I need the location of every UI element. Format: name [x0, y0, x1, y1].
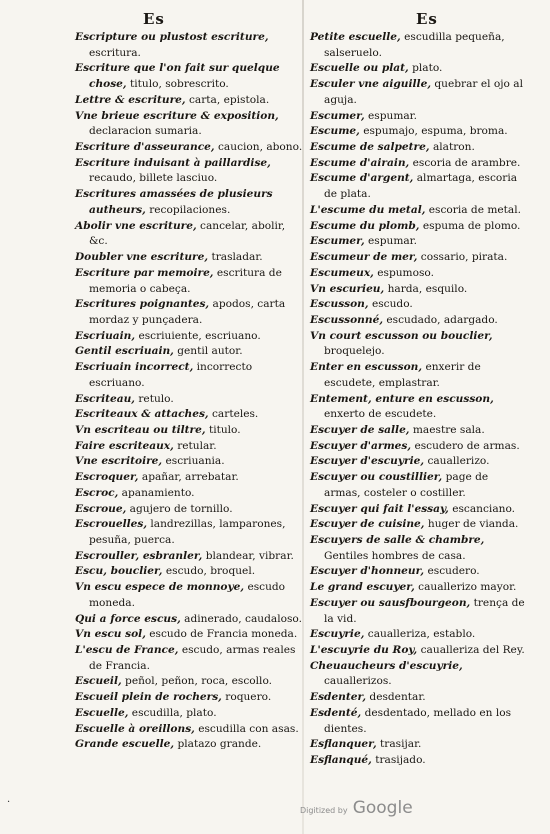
entry-translation: trasijar.	[380, 738, 422, 751]
dictionary-entry	[310, 313, 528, 329]
entry-headword: Escu, bouclier,	[75, 565, 163, 578]
entry-translation: carta, epistola.	[188, 93, 270, 106]
entry-translation: recopilaciones.	[149, 203, 231, 216]
entry-translation: cauallerizo mayor.	[418, 581, 517, 594]
entry-translation: trença de la vid.	[324, 596, 525, 625]
dictionary-entry	[75, 266, 307, 297]
dictionary-entry	[75, 297, 307, 328]
entry-translation: escudilla con asas.	[198, 722, 299, 735]
entry-headword: Esculer vne aiguille,	[310, 78, 432, 91]
entry-translation: escudado, adargado.	[386, 313, 498, 326]
dictionary-entry	[310, 219, 528, 235]
entry-translation: escudo de Francia moneda.	[149, 628, 298, 641]
google-watermark	[300, 798, 413, 818]
dictionary-entry	[310, 250, 528, 266]
running-header-right: Es	[416, 10, 438, 28]
dictionary-entry	[75, 140, 307, 156]
entry-headword: Abolir vne escriture,	[75, 219, 197, 232]
entry-translation: escriuania.	[165, 455, 225, 468]
entry-translation: enxerir de escudete, emplastrar.	[324, 361, 481, 389]
dictionary-entry	[310, 439, 528, 455]
entry-translation: escudo, armas reales de Francia.	[89, 644, 296, 672]
dictionary-entry	[75, 643, 307, 674]
dictionary-entry	[75, 250, 307, 266]
dictionary-entry	[310, 124, 528, 140]
entry-translation: almartaga, escoria de plata.	[324, 172, 518, 201]
entry-headword: Escriture par memoire,	[75, 266, 214, 279]
entry-translation: caualleriza del Rey.	[420, 644, 525, 657]
entry-headword: Petite escuelle,	[310, 31, 401, 43]
dictionary-entry	[75, 156, 307, 187]
entry-translation: escanciano.	[452, 502, 516, 515]
dictionary-entry	[75, 454, 307, 470]
entry-translation: trasijado.	[375, 754, 426, 767]
dictionary-entry	[75, 187, 307, 218]
entry-translation: landrezillas, lamparones, pesuña, puerca.	[89, 518, 286, 546]
entry-headword: Escuyer d'escuyrie,	[310, 455, 425, 468]
entry-translation: cauallerizo.	[427, 455, 490, 468]
dictionary-entry	[75, 61, 307, 92]
entry-translation: declaracion sumaria.	[89, 125, 202, 138]
entry-headword: L'escume du metal,	[310, 203, 426, 216]
dictionary-entry	[75, 439, 307, 455]
entry-headword: Grande escuelle,	[75, 738, 175, 751]
dictionary-entry	[75, 612, 307, 628]
dictionary-entry	[310, 454, 528, 470]
dictionary-entry	[310, 156, 528, 172]
entry-translation: gentil autor.	[177, 345, 243, 358]
entry-headword: Vne escritoire,	[75, 455, 163, 468]
entry-headword: Escroue,	[75, 502, 127, 515]
dictionary-entry	[310, 282, 528, 298]
entry-translation: platazo grande.	[177, 738, 262, 751]
dictionary-entry	[310, 392, 528, 423]
dictionary-entry	[310, 329, 528, 360]
entry-translation: retular.	[177, 439, 217, 452]
entry-headword: Escuyer de salle,	[310, 423, 410, 436]
dictionary-entry	[75, 30, 307, 61]
entry-headword: Faire escriteaux,	[75, 439, 174, 452]
dictionary-entry	[310, 297, 528, 313]
entry-translation: plato.	[412, 62, 443, 75]
entry-headword: Escriture que l'on fait sur quelque chose,	[75, 62, 280, 91]
dictionary-entry	[310, 502, 528, 518]
dictionary-entry	[75, 627, 307, 643]
running-header-left: Es	[143, 10, 165, 28]
dictionary-entry	[310, 77, 528, 108]
dictionary-entry	[310, 627, 528, 643]
entry-translation: titulo.	[208, 423, 241, 436]
dictionary-entry	[310, 737, 528, 753]
entry-headword: Escuyer ou coustillier,	[310, 471, 443, 484]
dictionary-entry	[75, 737, 307, 753]
entry-headword: Vne brieue escriture & exposition,	[75, 109, 279, 122]
entry-translation: escudo.	[371, 298, 413, 311]
entry-translation: maestre sala.	[412, 423, 485, 436]
entry-headword: L'escu de France,	[75, 644, 179, 657]
entry-headword: Qui a force escus,	[75, 612, 181, 625]
dictionary-entry	[310, 564, 528, 580]
entry-translation: apodos, carta mordaz y punçadera.	[89, 298, 286, 326]
entry-headword: Escume d'argent,	[310, 172, 414, 185]
dictionary-entry	[310, 753, 528, 769]
entry-headword: Vn court escusson ou bouclier,	[310, 329, 493, 342]
entry-translation: agujero de tornillo.	[129, 502, 233, 515]
entry-translation: escudero de armas.	[414, 439, 520, 452]
entry-headword: Escroquer,	[75, 471, 139, 484]
entry-headword: Escuyer de cuisine,	[310, 518, 425, 531]
entry-translation: titulo, sobrescrito.	[130, 78, 229, 91]
dictionary-entry	[75, 392, 307, 408]
entry-translation: harda, esquilo.	[387, 282, 468, 295]
entry-headword: Gentil escriuain,	[75, 345, 174, 358]
dictionary-entry	[310, 203, 528, 219]
left-column	[75, 30, 307, 753]
entry-headword: Esdenté,	[310, 706, 362, 719]
dictionary-entry	[75, 706, 307, 722]
margin-marker: ·	[7, 797, 11, 808]
entry-translation: escudilla pequeña, salseruelo.	[324, 31, 505, 59]
entry-headword: Esdenter,	[310, 691, 367, 704]
dictionary-entry	[310, 706, 528, 737]
entry-translation: cauallerizos.	[324, 675, 392, 688]
entry-headword: Le grand escuyer,	[310, 581, 415, 594]
entry-headword: Escuelle ou plat,	[310, 62, 409, 75]
entry-headword: Escuyer ou sausfbourgeon,	[310, 596, 471, 609]
entry-translation: espuma de plomo.	[422, 219, 521, 232]
dictionary-entry	[75, 502, 307, 518]
entry-translation: apañar, arrebatar.	[141, 471, 239, 484]
entry-translation: retulo.	[138, 392, 174, 405]
dictionary-entry	[75, 517, 307, 548]
dictionary-entry	[75, 93, 307, 109]
entry-headword: Escuelle à oreillons,	[75, 722, 195, 735]
dictionary-entry	[310, 140, 528, 156]
dictionary-entry	[310, 580, 528, 596]
dictionary-entry	[75, 564, 307, 580]
entry-headword: Escriteau,	[75, 392, 135, 405]
entry-headword: Escumer,	[310, 235, 365, 248]
entry-translation: escritura de memoria o cabeça.	[89, 266, 282, 295]
entry-headword: Escumer,	[310, 109, 365, 122]
entry-headword: Escritures amassées de plusieurs autheurs,	[75, 188, 273, 216]
dictionary-entry	[310, 423, 528, 439]
dictionary-entry	[75, 109, 307, 140]
entry-translation: page de armas, costeler o costiller.	[324, 471, 489, 499]
entry-headword: Esflanquer,	[310, 738, 377, 751]
entry-translation: espumajo, espuma, broma.	[363, 125, 508, 138]
entry-headword: Escume d'airain,	[310, 156, 410, 169]
entry-headword: Escritures poignantes,	[75, 298, 210, 311]
entry-translation: espumar.	[368, 109, 417, 122]
entry-translation: enxerto de escudete.	[324, 408, 437, 421]
entry-headword: Vn escriteau ou tiltre,	[75, 423, 206, 436]
entry-translation: cancelar, abolir, &c.	[89, 219, 286, 248]
entry-translation: huger de vianda.	[427, 518, 519, 531]
dictionary-entry	[310, 30, 528, 61]
dictionary-entry	[75, 580, 307, 611]
entry-headword: Escriuain,	[75, 329, 136, 342]
dictionary-entry	[75, 690, 307, 706]
entry-translation: broquelejo.	[324, 345, 385, 358]
dictionary-entry	[75, 722, 307, 738]
entry-headword: Escuyrie,	[310, 628, 365, 641]
entry-headword: Escriture induisant à paillardise,	[75, 156, 271, 169]
entry-headword: Vn escu espece de monnoye,	[75, 581, 245, 594]
dictionary-entry	[75, 219, 307, 250]
dictionary-entry	[75, 423, 307, 439]
entry-headword: Escueil,	[75, 675, 122, 688]
entry-headword: Escriteaux & attaches,	[75, 408, 209, 421]
dictionary-entry	[75, 407, 307, 423]
dictionary-entry	[310, 517, 528, 533]
entry-translation: espumar.	[368, 235, 417, 248]
entry-translation: carteles.	[212, 408, 259, 421]
entry-translation: caucion, abono.	[218, 141, 303, 154]
entry-headword: Escuyer d'honneur,	[310, 565, 425, 578]
entry-translation: adinerado, caudaloso.	[184, 612, 302, 625]
dictionary-entry	[75, 486, 307, 502]
entry-translation: escudo, broquel.	[165, 565, 256, 578]
entry-translation: desdentar.	[369, 691, 426, 704]
entry-headword: Escrouelles,	[75, 518, 148, 531]
entry-headword: Escripture ou plustost escriture,	[75, 31, 269, 43]
dictionary-entry	[75, 674, 307, 690]
entry-translation: escudilla, plato.	[131, 706, 217, 719]
entry-translation: blandear, vibrar.	[205, 549, 294, 562]
dictionary-entry	[310, 659, 528, 690]
dictionary-entry	[310, 596, 528, 627]
entry-translation: escriuiente, escriuano.	[138, 329, 261, 342]
entry-headword: Escumeux,	[310, 266, 374, 279]
entry-headword: Escuyer d'armes,	[310, 439, 412, 452]
entry-headword: Escuyer qui fait l'essay,	[310, 502, 449, 515]
entry-translation: peñol, peñon, roca, escollo.	[125, 675, 273, 688]
entry-headword: Escuyers de salle & chambre,	[310, 534, 485, 546]
dictionary-entry	[310, 690, 528, 706]
entry-headword: Escussonné,	[310, 313, 384, 326]
entry-headword: Escume du plomb,	[310, 219, 420, 232]
entry-translation: trasladar.	[211, 251, 263, 264]
entry-headword: Escume de salpetre,	[310, 141, 430, 154]
dictionary-entry	[310, 61, 528, 77]
entry-headword: Enter en escusson,	[310, 361, 423, 374]
entry-headword: Vn escu sol,	[75, 628, 146, 641]
entry-headword: Cheuaucheurs d'escuyrie,	[310, 659, 463, 672]
dictionary-entry	[310, 643, 528, 659]
entry-translation: Gentiles hombres de casa.	[324, 549, 466, 562]
entry-headword: Doubler vne escriture,	[75, 251, 209, 264]
dictionary-entry	[75, 360, 307, 391]
entry-translation: roquero.	[225, 691, 272, 704]
entry-translation: incorrecto escriuano.	[89, 361, 253, 389]
entry-translation: caualleriza, establo.	[367, 628, 476, 641]
dictionary-entry	[310, 266, 528, 282]
entry-headword: Escriuain incorrect,	[75, 361, 194, 374]
entry-headword: Vn escurieu,	[310, 282, 385, 295]
entry-translation: desdentado, mellado en los dientes.	[324, 706, 512, 735]
dictionary-entry	[75, 549, 307, 565]
dictionary-entry	[75, 470, 307, 486]
digitized-label: Digitized by	[300, 806, 348, 815]
dictionary-entry	[75, 329, 307, 345]
entry-translation: escudo moneda.	[89, 581, 286, 609]
entry-headword: Escroc,	[75, 486, 119, 499]
entry-headword: Escusson,	[310, 298, 369, 311]
entry-translation: apanamiento.	[121, 486, 195, 499]
entry-translation: alatron.	[432, 141, 475, 154]
dictionary-entry	[310, 533, 528, 564]
dictionary-entry	[310, 234, 528, 250]
entry-headword: Escumeur de mer,	[310, 251, 418, 264]
dictionary-entry	[310, 109, 528, 125]
entry-translation: escritura.	[89, 46, 141, 59]
entry-headword: Entement, enture en escusson,	[310, 392, 494, 405]
google-logo-text: Google	[352, 798, 413, 818]
entry-headword: L'escuyrie du Roy,	[310, 644, 418, 657]
dictionary-entry	[310, 470, 528, 501]
entry-headword: Lettre & escriture,	[75, 93, 186, 106]
right-column	[310, 30, 528, 769]
entry-headword: Escueil plein de rochers,	[75, 691, 222, 704]
entry-translation: cossario, pirata.	[420, 251, 508, 264]
entry-translation: espumoso.	[377, 266, 434, 279]
entry-translation: quebrar el ojo al aguja.	[324, 78, 523, 106]
entry-headword: Escrouller, esbranler,	[75, 549, 203, 562]
entry-headword: Esflanqué,	[310, 754, 372, 767]
entry-headword: Escuelle,	[75, 706, 129, 719]
entry-translation: escoria de metal.	[428, 203, 521, 216]
entry-headword: Escriture d'asseurance,	[75, 141, 215, 154]
entry-headword: Escume,	[310, 125, 360, 138]
entry-translation: recaudo, billete lasciuo.	[89, 172, 218, 185]
dictionary-entry	[310, 171, 528, 202]
dictionary-entry	[310, 360, 528, 391]
entry-translation: escoria de arambre.	[412, 156, 521, 169]
entry-translation: escudero.	[427, 565, 480, 578]
dictionary-entry	[75, 344, 307, 360]
